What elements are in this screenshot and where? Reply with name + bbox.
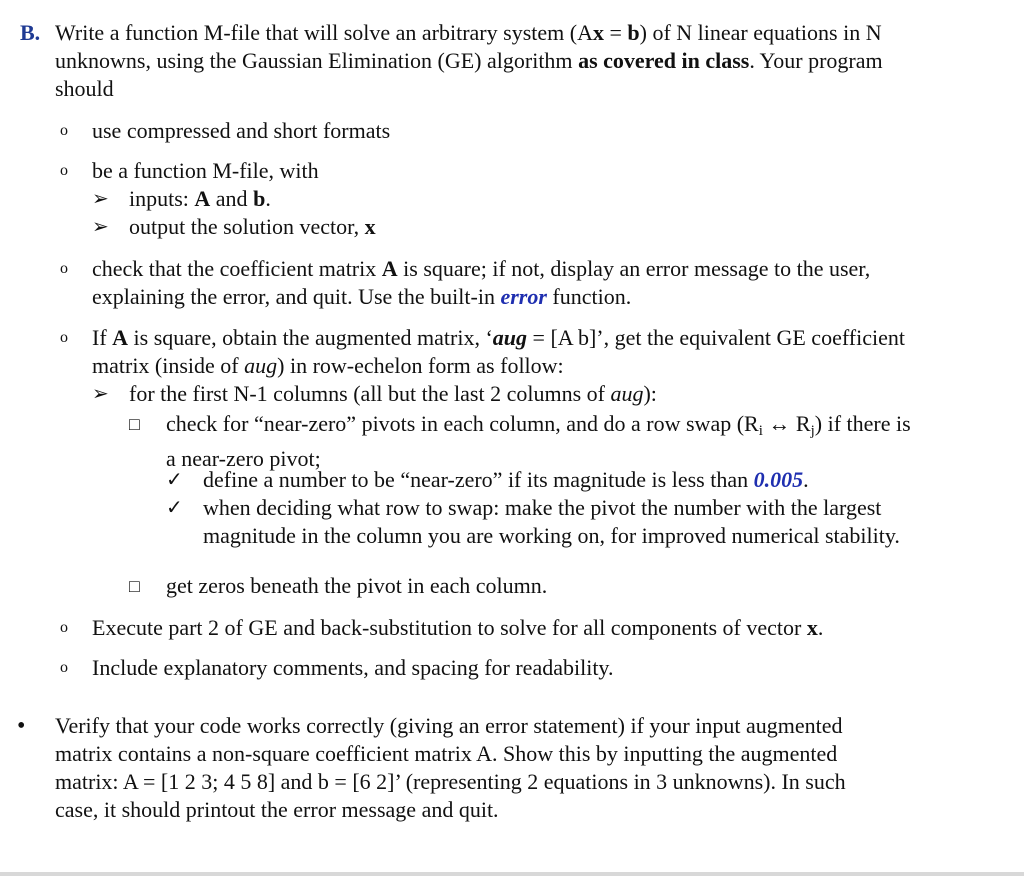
circle-bullet-icon: o [60, 619, 68, 636]
intro-line-2: unknowns, using the Gaussian Elimination (GE) algorithm as covered in class. Your program [55, 48, 883, 73]
circle-bullet-icon: o [60, 122, 68, 139]
item-text: check that the coefficient matrix A is square; if not, display an error message to the user, explaining the error, and quit. Use the built-in error function. [92, 256, 871, 309]
square-bullet-icon: □ [129, 414, 140, 434]
arrow-bullet-icon: ➢ [92, 188, 109, 210]
intro-line-1: Write a function M-file that will solve an arbitrary system (Ax = b) of N linear equations in N [55, 20, 882, 45]
arrow-bullet-icon: ➢ [92, 216, 109, 238]
item-text: Include explanatory comments, and spacing for readability. [92, 655, 614, 680]
item-text: when deciding what row to swap: make the pivot the number with the largest magnitude in the column you are working on, for improved numerical stability. [203, 495, 900, 548]
circle-bullet-icon: o [60, 329, 68, 346]
question-label: B. [20, 20, 41, 45]
circle-bullet-icon: o [60, 260, 68, 277]
checkmark-icon: ✓ [166, 469, 183, 491]
page-bottom-divider [0, 872, 1024, 876]
arrow-bullet-icon: ➢ [92, 383, 109, 405]
item-text: define a number to be “near-zero” if its magnitude is less than 0.005. [203, 467, 809, 492]
intro-line-3: should [55, 76, 114, 101]
item-text: output the solution vector, x [129, 214, 376, 239]
item-text: inputs: A and b. [129, 186, 271, 211]
square-bullet-icon: □ [129, 576, 140, 596]
item-text: If A is square, obtain the augmented matrix, ‘aug = [A b]’, get the equivalent GE coefficient matrix (inside of aug) in row-echelon form as follow: [92, 325, 905, 378]
circle-bullet-icon: o [60, 162, 68, 179]
item-text: check for “near-zero” pivots in each column, and do a row swap ($R_i$ ↔ $R_j$) if there is a near-zero pivot; [166, 411, 911, 471]
circle-bullet-icon: o [60, 659, 68, 676]
verify-text: Verify that your code works correctly (giving an error statement) if your input augmented matrix contains a non-square coefficient matrix A. Show this by inputting the augmented matrix: A = [1 2 3; 4 5 8] and b = [6 2]’ (representing 2 equations in 3 unknowns). In such case, it should printout the error message and quit. [55, 713, 846, 822]
item-text: Execute part 2 of GE and back-substitution to solve for all components of vector x. [92, 615, 824, 640]
checkmark-icon: ✓ [166, 497, 183, 519]
question-intro [55, 19, 1005, 103]
item-text: be a function M-file, with [92, 158, 319, 183]
error-function-name: error [500, 284, 547, 309]
threshold-value: 0.005 [753, 467, 804, 492]
item-text: get zeros beneath the pivot in each column. [166, 573, 548, 598]
item-text: for the first N-1 columns (all but the last 2 columns of aug): [129, 381, 657, 406]
item-text: use compressed and short formats [92, 118, 391, 143]
bullet-icon: • [17, 713, 26, 739]
